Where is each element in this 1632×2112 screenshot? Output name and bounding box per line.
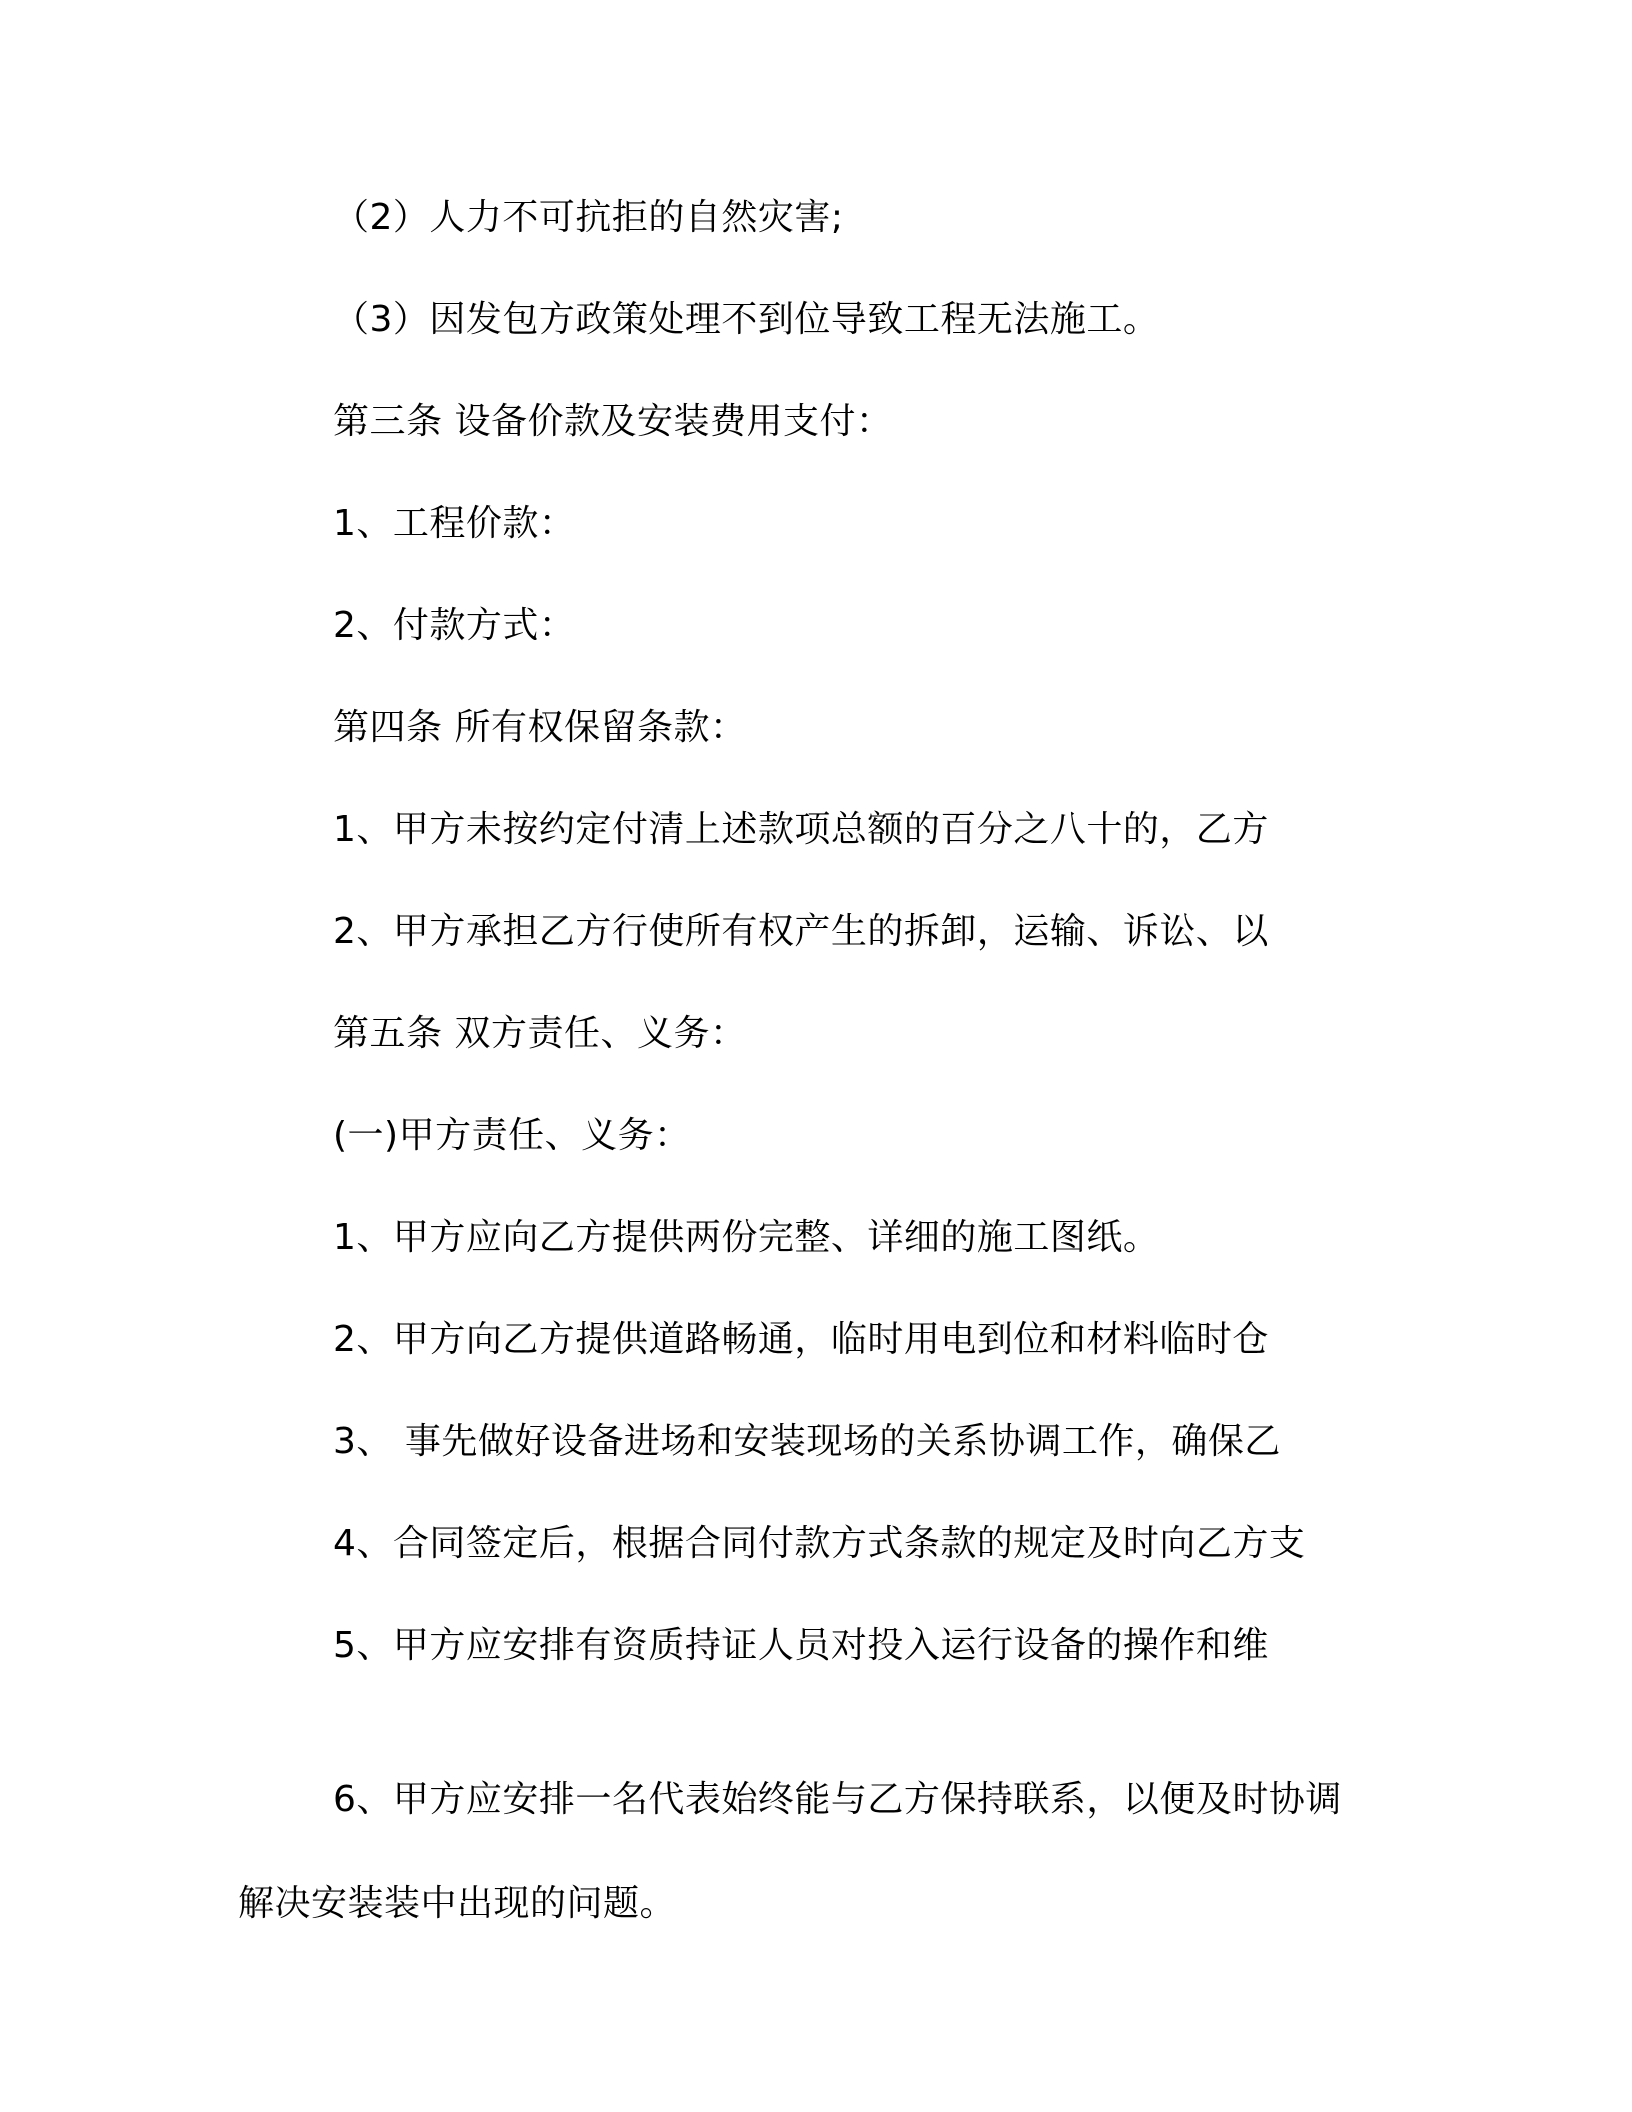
- ownership-item-2: 2、甲方承担乙方行使所有权产生的拆卸，运输、诉讼、以: [333, 911, 1269, 952]
- article-three-heading: 第三条 设备价款及安装费用支付：: [333, 401, 893, 442]
- item-project-price: 1、工程价款：: [333, 503, 576, 544]
- party-a-duty-6-paragraph: 6、甲方应安排一名代表始终能与乙方保持联系，以便及时协调解决安装装中出现的问题。: [238, 1779, 1342, 1924]
- party-a-duty-4: 4、合同签定后，根据合同付款方式条款的规定及时向乙方支: [333, 1523, 1306, 1564]
- ownership-item-1: 1、甲方未按约定付清上述款项总额的百分之八十的，乙方: [333, 809, 1269, 850]
- party-a-duty-5: 5、甲方应安排有资质持证人员对投入运行设备的操作和维: [333, 1625, 1269, 1666]
- party-a-duty-1: 1、甲方应向乙方提供两份完整、详细的施工图纸。: [333, 1217, 1160, 1258]
- party-a-duty-3: 3、 事先做好设备进场和安装现场的关系协调工作，确保乙: [333, 1421, 1281, 1462]
- article-five-heading: 第五条 双方责任、义务：: [333, 1013, 747, 1054]
- clause-line-policy: （3）因发包方政策处理不到位导致工程无法施工。: [333, 299, 1160, 340]
- article-four-heading: 第四条 所有权保留条款：: [333, 707, 747, 748]
- item-payment-method: 2、付款方式：: [333, 605, 576, 646]
- clause-line-force-majeure: （2）人力不可抗拒的自然灾害;: [333, 197, 844, 238]
- party-a-duty-2: 2、甲方向乙方提供道路畅通，临时用电到位和材料临时仓: [333, 1319, 1269, 1360]
- party-a-heading: (一)甲方责任、义务：: [333, 1115, 691, 1156]
